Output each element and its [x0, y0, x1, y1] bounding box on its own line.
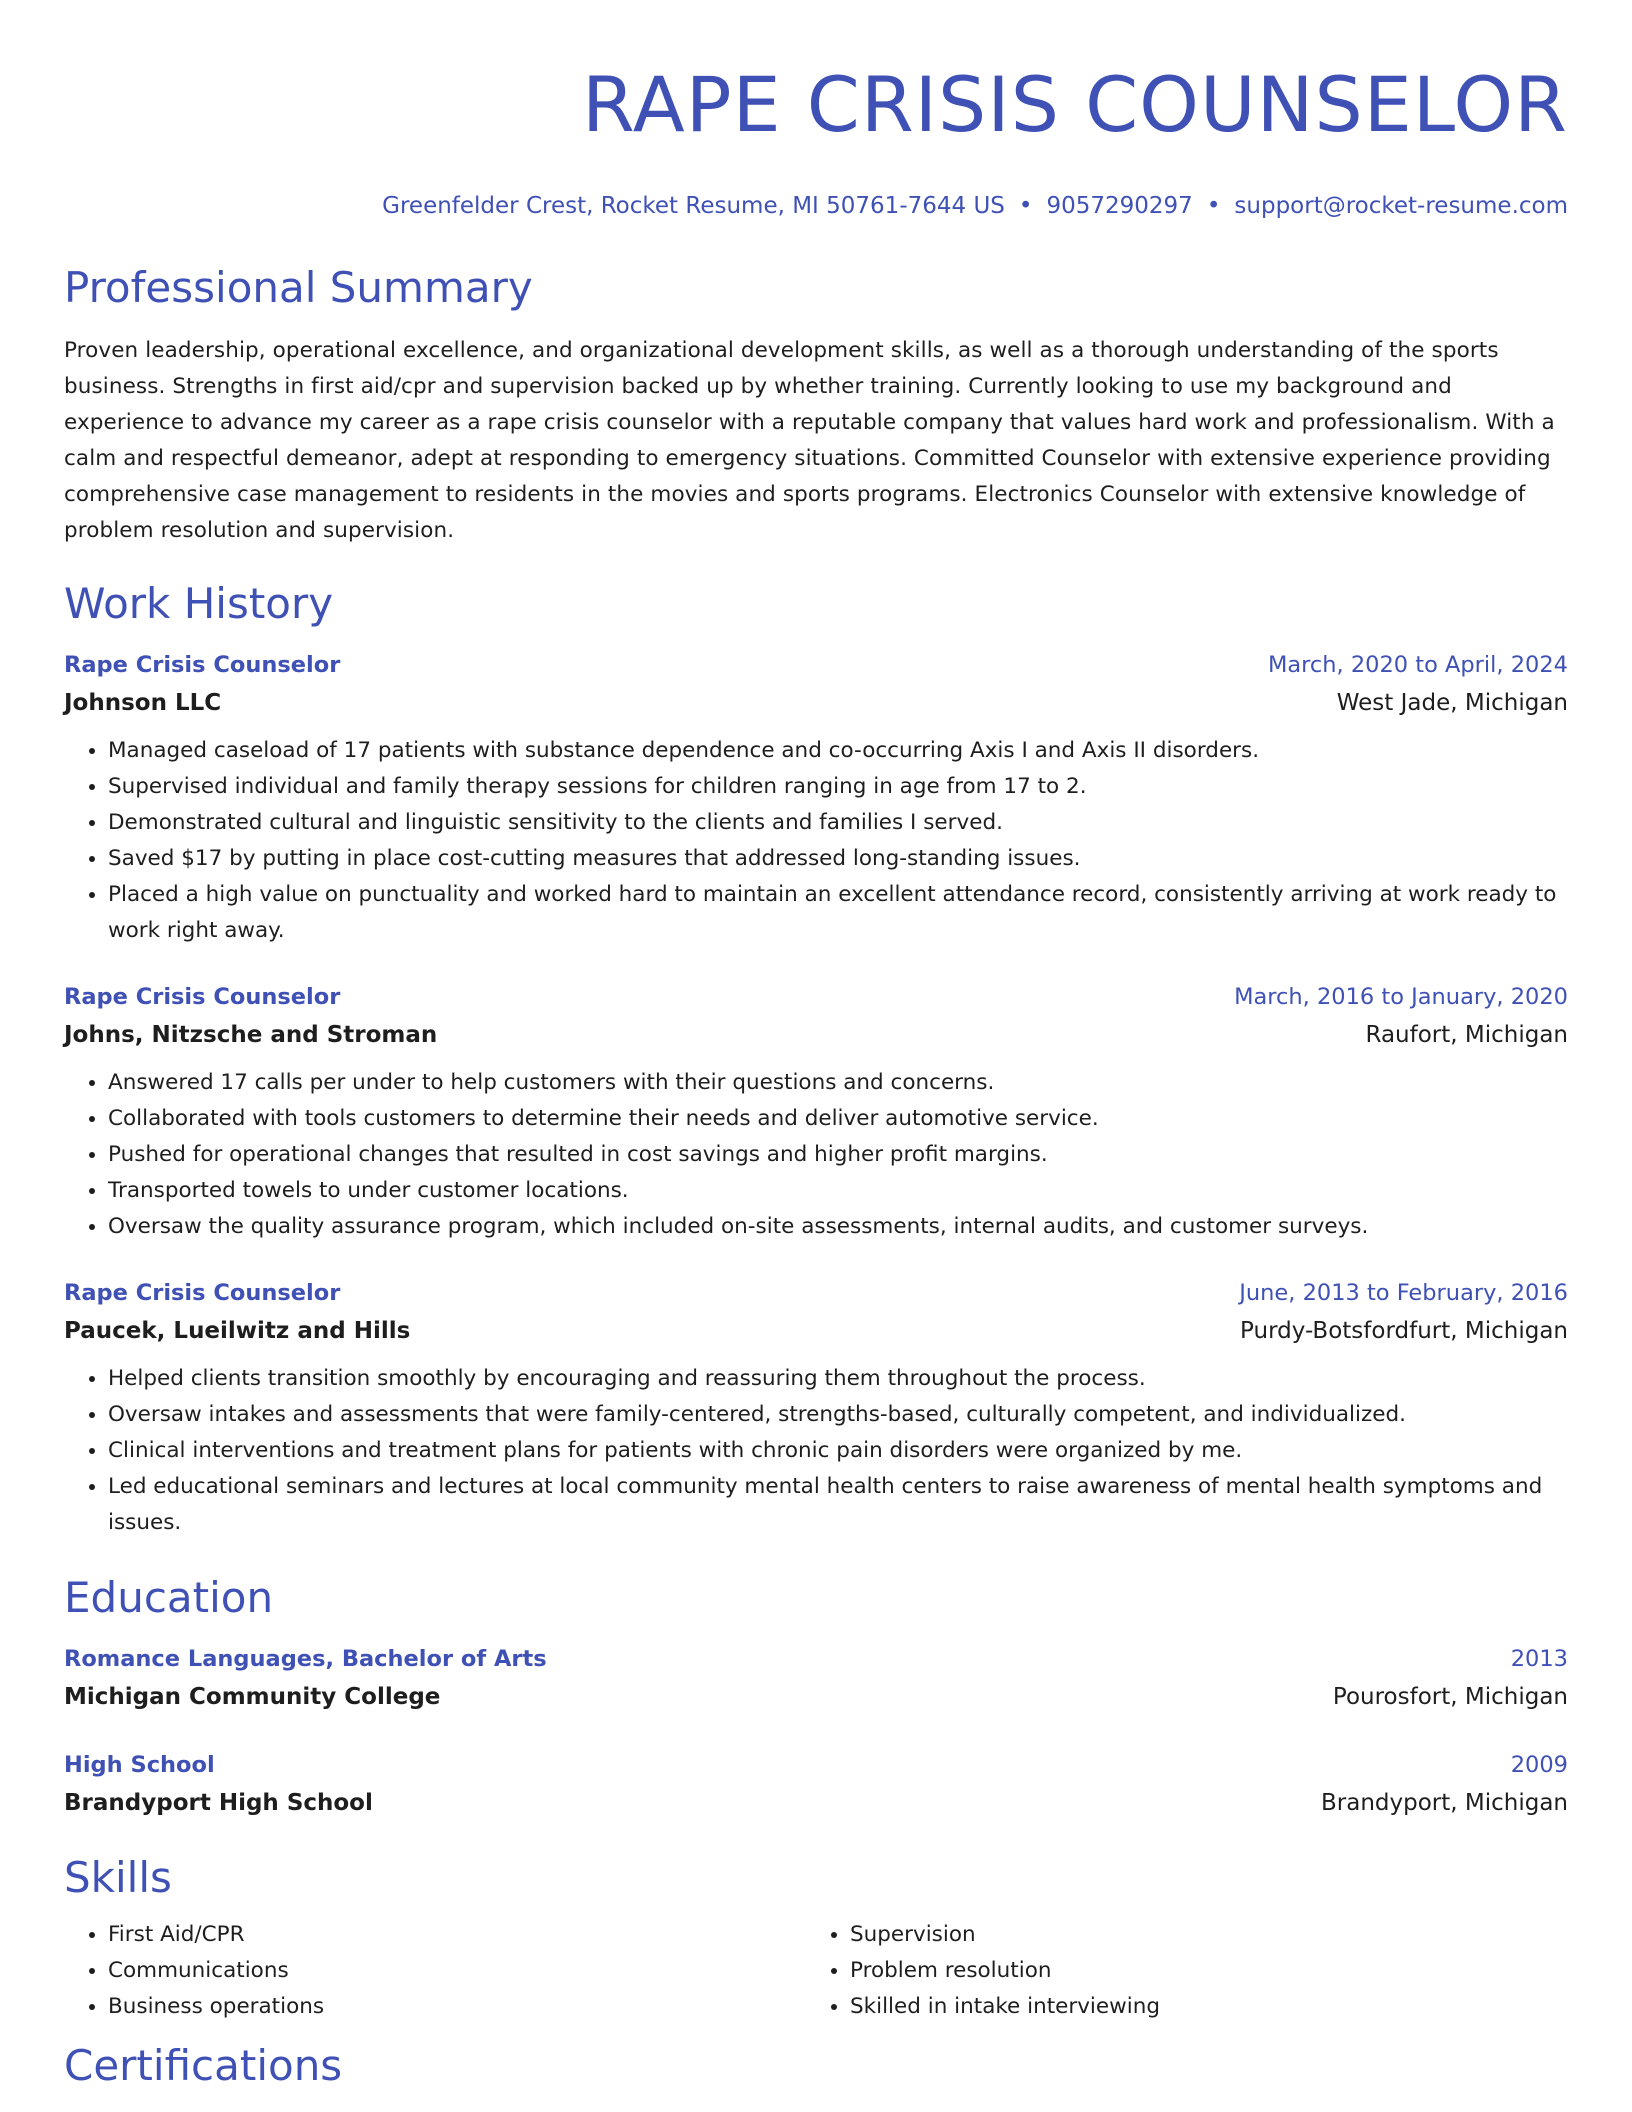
contact-line [64, 191, 1568, 221]
job-role: Rape Crisis Counselor [64, 652, 341, 678]
job-role: Rape Crisis Counselor [64, 1280, 341, 1306]
job-dates: March, 2020 to April, 2024 [1267, 652, 1568, 678]
job-dates: June, 2013 to February, 2016 [1239, 1280, 1568, 1306]
job-bullet: • Transported towels to under customer locations. [108, 1173, 1568, 1209]
job-bullet: • Placed a high value on punctuality and worked hard to maintain an excellent attendance record, consistently arriving at work ready to work right away. [108, 877, 1568, 949]
skill-item: • Business operations [108, 1989, 806, 2025]
education-school: Brandyport High School [64, 1790, 373, 1816]
job-bullet: • Supervised individual and family therapy sessions for children ranging in age from 17 to 2. [108, 769, 1568, 805]
education-location: Brandyport, Michigan [1320, 1790, 1568, 1816]
job-bullet: • Managed caseload of 17 patients with substance dependence and co-occurring Axis I and Axis II disorders. [108, 733, 1568, 769]
resume-header [64, 0, 1568, 221]
job-bullet: • Led educational seminars and lectures at local community mental health centers to raise awareness of mental health symptoms and issues. [108, 1469, 1568, 1541]
candidate-title: RAPE CRISIS COUNSELOR [582, 60, 1568, 149]
skill-item: • Supervision [850, 1917, 1160, 1953]
job-bullet: • Oversaw the quality assurance program, which included on-site assessments, internal audits, and customer surveys. [108, 1209, 1568, 1245]
education-year: 2009 [1510, 1752, 1568, 1778]
job-bullets [64, 1361, 1568, 1541]
job-bullet: • Clinical interventions and treatment plans for patients with chronic pain disorders were organized by me. [108, 1433, 1568, 1469]
education-degree: Romance Languages, Bachelor of Arts [64, 1646, 547, 1672]
education-year: 2013 [1510, 1646, 1568, 1672]
job-bullet: • Oversaw intakes and assessments that were family-centered, strengths-based, culturally competent, and individualized. [108, 1397, 1568, 1433]
job-bullet: • Answered 17 calls per under to help customers with their questions and concerns. [108, 1065, 1568, 1101]
job-bullet: • Demonstrated cultural and linguistic sensitivity to the clients and families I served. [108, 805, 1568, 841]
contact-separator: • [1018, 193, 1033, 219]
job-company: Paucek, Lueilwitz and Hills [64, 1318, 411, 1344]
contact-separator: • [1206, 193, 1221, 219]
summary-heading: Professional Summary [64, 263, 533, 312]
contact-email[interactable]: support@rocket-resume.com [1234, 193, 1568, 219]
job-location: Purdy-Botsfordfurt, Michigan [1240, 1318, 1568, 1344]
job-role: Rape Crisis Counselor [64, 984, 341, 1010]
job-bullets [64, 733, 1568, 949]
job-company: Johns, Nitzsche and Stroman [64, 1022, 438, 1048]
contact-phone: 9057290297 [1046, 193, 1193, 219]
education-school: Michigan Community College [64, 1684, 441, 1710]
skills-column-left [64, 1917, 806, 2025]
skills-heading: Skills [64, 1853, 172, 1902]
skill-item: • Communications [108, 1953, 806, 1989]
skill-item: • First Aid/CPR [108, 1917, 806, 1953]
education-degree: High School [64, 1752, 215, 1778]
education-heading: Education [64, 1573, 274, 1622]
job-bullet: • Pushed for operational changes that resulted in cost savings and higher profit margins. [108, 1137, 1568, 1173]
job-entry [64, 647, 1568, 949]
education-entry [64, 1641, 1568, 1717]
job-bullet: • Saved $17 by putting in place cost-cutting measures that addressed long-standing issues. [108, 841, 1568, 877]
job-bullet: • Collaborated with tools customers to determine their needs and deliver automotive service. [108, 1101, 1568, 1137]
job-bullets [64, 1065, 1568, 1245]
skill-item: • Skilled in intake interviewing [850, 1989, 1160, 2025]
education-entry [64, 1747, 1568, 1823]
job-location: Raufort, Michigan [1365, 1022, 1568, 1048]
job-entry [64, 1275, 1568, 1541]
summary-text: Proven leadership, operational excellence, and organizational development skills, as well as a thorough understanding of the sports business. Strengths in first aid/cpr and supervision backed up by whether training. Currently looking to use my background and experience to advance my career as a rape crisis counselor with a reputable company that values hard work and professionalism. With a calm and respectful demeanor, adept at responding to emergency situations. Committed Counselor with extensive experience providing comprehensive case management to residents in the movies and sports programs. Electronics Counselor with extensive knowledge of problem resolution and supervision. [64, 338, 1555, 543]
contact-address: Greenfelder Crest, Rocket Resume, MI 50761-7644 US [382, 193, 1005, 219]
job-dates: March, 2016 to January, 2020 [1234, 984, 1568, 1010]
skill-item: • Problem resolution [850, 1953, 1160, 1989]
job-bullet: • Helped clients transition smoothly by encouraging and reassuring them throughout the process. [108, 1361, 1568, 1397]
skills-list [64, 1917, 1568, 2025]
work-history-heading: Work History [64, 579, 334, 628]
education-location: Pourosfort, Michigan [1332, 1684, 1568, 1710]
job-company: Johnson LLC [64, 690, 222, 716]
certifications-heading: Certifications [64, 2041, 343, 2090]
job-location: West Jade, Michigan [1336, 690, 1568, 716]
skills-column-right [806, 1917, 1160, 2025]
job-entry [64, 979, 1568, 1245]
